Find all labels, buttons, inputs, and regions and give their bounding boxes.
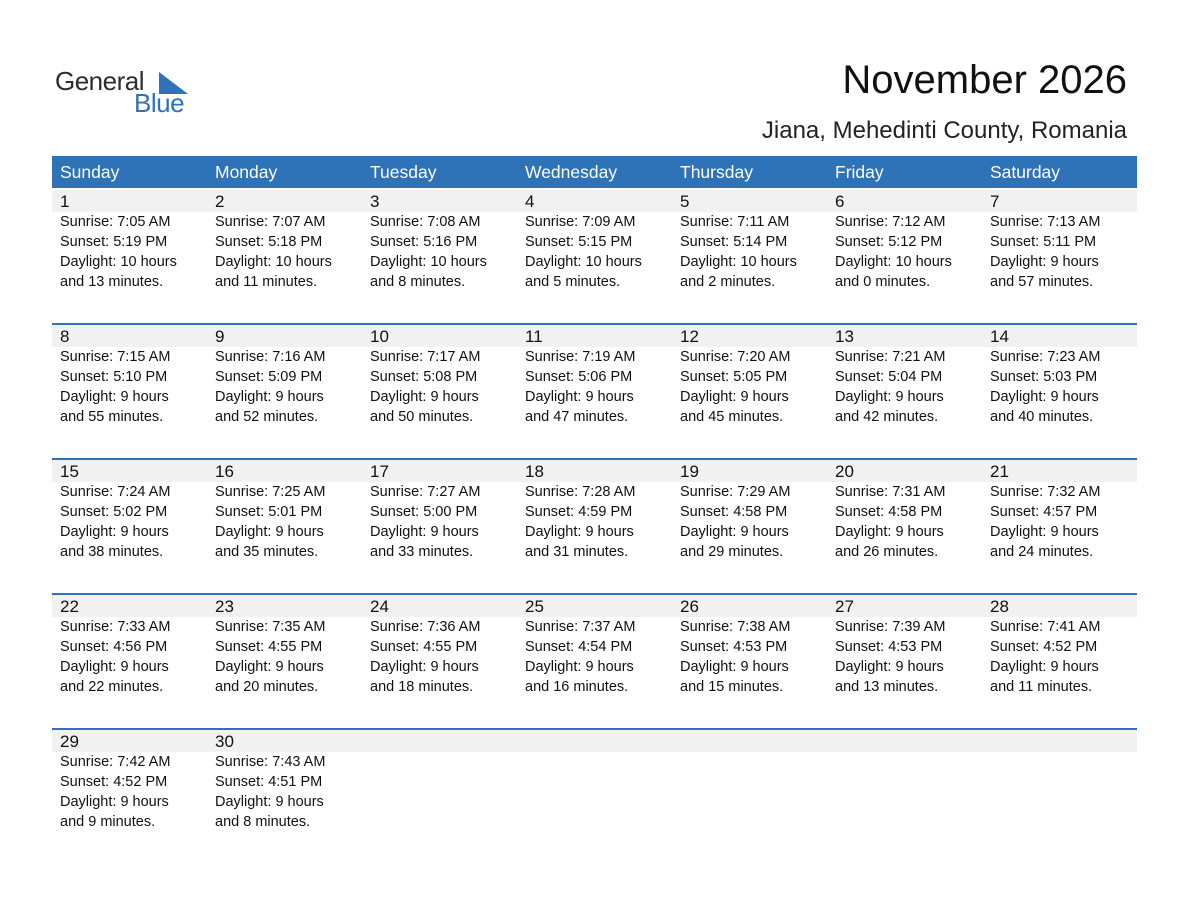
daylight-minutes-text: and 16 minutes. <box>525 679 629 695</box>
daylight-text: Daylight: 9 hours <box>990 254 1099 270</box>
daylight-text: Daylight: 9 hours <box>60 659 169 675</box>
daylight-minutes-text: and 24 minutes. <box>990 544 1094 560</box>
sunset-text: Sunset: 5:03 PM <box>990 369 1098 385</box>
day-number: 22 <box>60 597 79 616</box>
sunrise-text: Sunrise: 7:41 AM <box>990 619 1101 635</box>
weekday-wednesday: Wednesday <box>525 162 618 182</box>
daylight-minutes-text: and 13 minutes. <box>60 274 164 290</box>
daylight-text: Daylight: 9 hours <box>370 524 479 540</box>
week-cells <box>52 728 1137 832</box>
sunrise-text: Sunrise: 7:35 AM <box>215 619 326 635</box>
day-cell <box>362 188 517 292</box>
daylight-text: Daylight: 9 hours <box>370 659 479 675</box>
weekday-thursday: Thursday <box>680 162 753 182</box>
calendar-weeks <box>52 188 1137 863</box>
day-cell <box>517 188 672 292</box>
day-number: 9 <box>215 327 225 346</box>
daylight-minutes-text: and 15 minutes. <box>680 679 784 695</box>
day-cell <box>982 728 1137 832</box>
daylight-minutes-text: and 20 minutes. <box>215 679 319 695</box>
daylight-minutes-text: and 40 minutes. <box>990 409 1094 425</box>
weekday-friday: Friday <box>835 162 884 182</box>
daylight-text: Daylight: 9 hours <box>60 389 169 405</box>
daylight-text: Daylight: 10 hours <box>370 254 487 270</box>
sunset-text: Sunset: 5:09 PM <box>215 369 323 385</box>
daylight-text: Daylight: 9 hours <box>990 389 1099 405</box>
day-cell <box>827 458 982 562</box>
sunrise-text: Sunrise: 7:27 AM <box>370 484 481 500</box>
day-number: 15 <box>60 462 79 481</box>
sunset-text: Sunset: 4:56 PM <box>60 639 168 655</box>
sunrise-text: Sunrise: 7:05 AM <box>60 214 171 230</box>
calendar-week <box>52 728 1137 863</box>
day-cell <box>672 458 827 562</box>
daylight-minutes-text: and 31 minutes. <box>525 544 629 560</box>
daylight-text: Daylight: 9 hours <box>60 524 169 540</box>
daylight-text: Daylight: 9 hours <box>680 659 789 675</box>
page-title: November 2026 <box>842 58 1127 102</box>
weekday-monday: Monday <box>215 162 278 182</box>
day-number: 24 <box>370 597 389 616</box>
sunset-text: Sunset: 5:05 PM <box>680 369 788 385</box>
day-cell <box>207 188 362 292</box>
daylight-minutes-text: and 0 minutes. <box>835 274 931 290</box>
daylight-text: Daylight: 9 hours <box>525 659 634 675</box>
daylight-minutes-text: and 33 minutes. <box>370 544 474 560</box>
sunset-text: Sunset: 5:08 PM <box>370 369 478 385</box>
day-number: 28 <box>990 597 1009 616</box>
day-number: 21 <box>990 462 1009 481</box>
daylight-text: Daylight: 9 hours <box>215 659 324 675</box>
daylight-text: Daylight: 9 hours <box>525 524 634 540</box>
day-number: 4 <box>525 192 535 211</box>
sunset-text: Sunset: 5:12 PM <box>835 234 943 250</box>
daylight-text: Daylight: 10 hours <box>215 254 332 270</box>
day-number: 16 <box>215 462 234 481</box>
daylight-minutes-text: and 35 minutes. <box>215 544 319 560</box>
day-cell <box>517 323 672 427</box>
sunrise-text: Sunrise: 7:24 AM <box>60 484 171 500</box>
weekday-sunday: Sunday <box>60 162 120 182</box>
day-number: 13 <box>835 327 854 346</box>
day-number: 27 <box>835 597 854 616</box>
week-cells <box>52 323 1137 427</box>
day-cell <box>52 188 207 292</box>
day-number: 8 <box>60 327 70 346</box>
daylight-minutes-text: and 8 minutes. <box>215 814 311 830</box>
sunset-text: Sunset: 4:53 PM <box>680 639 788 655</box>
daylight-minutes-text: and 18 minutes. <box>370 679 474 695</box>
day-cell <box>52 323 207 427</box>
daylight-text: Daylight: 10 hours <box>680 254 797 270</box>
day-number: 10 <box>370 327 389 346</box>
daylight-minutes-text: and 45 minutes. <box>680 409 784 425</box>
daylight-text: Daylight: 9 hours <box>990 659 1099 675</box>
sunrise-text: Sunrise: 7:36 AM <box>370 619 481 635</box>
calendar <box>52 156 1137 863</box>
daylight-minutes-text: and 50 minutes. <box>370 409 474 425</box>
day-cell <box>827 323 982 427</box>
daylight-minutes-text: and 42 minutes. <box>835 409 939 425</box>
day-number: 1 <box>60 192 70 211</box>
sunrise-text: Sunrise: 7:16 AM <box>215 349 326 365</box>
sunrise-text: Sunrise: 7:29 AM <box>680 484 791 500</box>
day-number: 29 <box>60 732 79 751</box>
sunrise-text: Sunrise: 7:21 AM <box>835 349 946 365</box>
weekday-saturday: Saturday <box>990 162 1061 182</box>
sunset-text: Sunset: 5:18 PM <box>215 234 323 250</box>
weekday-tuesday: Tuesday <box>370 162 437 182</box>
day-number: 5 <box>680 192 690 211</box>
sunset-text: Sunset: 5:15 PM <box>525 234 633 250</box>
sunrise-text: Sunrise: 7:32 AM <box>990 484 1101 500</box>
sunrise-text: Sunrise: 7:11 AM <box>680 214 790 230</box>
day-cell <box>827 593 982 697</box>
daylight-text: Daylight: 9 hours <box>370 389 479 405</box>
daylight-minutes-text: and 13 minutes. <box>835 679 939 695</box>
day-number: 20 <box>835 462 854 481</box>
day-cell <box>207 458 362 562</box>
day-number: 25 <box>525 597 544 616</box>
calendar-week <box>52 458 1137 593</box>
day-cell <box>207 728 362 832</box>
sunset-text: Sunset: 4:52 PM <box>60 774 168 790</box>
brand-logo <box>55 66 195 116</box>
day-number: 26 <box>680 597 699 616</box>
location-subtitle: Jiana, Mehedinti County, Romania <box>761 117 1127 144</box>
sunset-text: Sunset: 4:55 PM <box>370 639 478 655</box>
day-cell <box>207 593 362 697</box>
sunrise-text: Sunrise: 7:17 AM <box>370 349 481 365</box>
sunset-text: Sunset: 5:01 PM <box>215 504 323 520</box>
daylight-minutes-text: and 9 minutes. <box>60 814 156 830</box>
day-number: 6 <box>835 192 845 211</box>
sunset-text: Sunset: 4:52 PM <box>990 639 1098 655</box>
day-number: 17 <box>370 462 389 481</box>
sunset-text: Sunset: 5:06 PM <box>525 369 633 385</box>
day-cell <box>362 728 517 832</box>
daylight-minutes-text: and 47 minutes. <box>525 409 629 425</box>
day-cell <box>672 188 827 292</box>
logo-text-general: General <box>55 66 144 96</box>
day-number: 11 <box>525 327 543 346</box>
day-cell <box>982 593 1137 697</box>
sunrise-text: Sunrise: 7:38 AM <box>680 619 791 635</box>
daylight-text: Daylight: 9 hours <box>835 659 944 675</box>
sunrise-text: Sunrise: 7:42 AM <box>60 754 171 770</box>
day-number: 30 <box>215 732 234 751</box>
daylight-text: Daylight: 9 hours <box>680 389 789 405</box>
daylight-text: Daylight: 9 hours <box>835 389 944 405</box>
daylight-minutes-text: and 52 minutes. <box>215 409 319 425</box>
week-cells <box>52 458 1137 562</box>
daylight-text: Daylight: 9 hours <box>215 794 324 810</box>
day-cell <box>52 593 207 697</box>
daylight-text: Daylight: 9 hours <box>835 524 944 540</box>
daylight-text: Daylight: 9 hours <box>60 794 169 810</box>
daylight-minutes-text: and 29 minutes. <box>680 544 784 560</box>
daylight-text: Daylight: 9 hours <box>680 524 789 540</box>
calendar-week <box>52 188 1137 323</box>
day-cell <box>827 728 982 832</box>
sunset-text: Sunset: 4:54 PM <box>525 639 633 655</box>
sunset-text: Sunset: 5:00 PM <box>370 504 478 520</box>
day-number: 3 <box>370 192 380 211</box>
sunset-text: Sunset: 5:19 PM <box>60 234 168 250</box>
sunset-text: Sunset: 4:58 PM <box>835 504 943 520</box>
week-cells <box>52 188 1137 292</box>
daylight-minutes-text: and 22 minutes. <box>60 679 164 695</box>
daylight-minutes-text: and 11 minutes. <box>215 274 318 290</box>
sunrise-text: Sunrise: 7:15 AM <box>60 349 171 365</box>
day-cell <box>207 323 362 427</box>
sunset-text: Sunset: 5:14 PM <box>680 234 788 250</box>
day-number: 18 <box>525 462 544 481</box>
weekday-header <box>52 156 1137 188</box>
calendar-week <box>52 323 1137 458</box>
day-cell <box>517 728 672 832</box>
day-number: 23 <box>215 597 234 616</box>
daylight-minutes-text: and 26 minutes. <box>835 544 939 560</box>
day-number: 7 <box>990 192 1000 211</box>
daylight-text: Daylight: 10 hours <box>60 254 177 270</box>
sunrise-text: Sunrise: 7:09 AM <box>525 214 636 230</box>
daylight-text: Daylight: 9 hours <box>525 389 634 405</box>
week-cells <box>52 593 1137 697</box>
day-cell <box>362 458 517 562</box>
day-cell <box>362 593 517 697</box>
day-cell <box>517 458 672 562</box>
sunrise-text: Sunrise: 7:23 AM <box>990 349 1101 365</box>
day-cell <box>672 728 827 832</box>
sunset-text: Sunset: 4:57 PM <box>990 504 1098 520</box>
daylight-text: Daylight: 9 hours <box>990 524 1099 540</box>
daylight-minutes-text: and 11 minutes. <box>990 679 1093 695</box>
daylight-text: Daylight: 10 hours <box>835 254 952 270</box>
sunrise-text: Sunrise: 7:37 AM <box>525 619 636 635</box>
sunset-text: Sunset: 4:55 PM <box>215 639 323 655</box>
calendar-week <box>52 593 1137 728</box>
sunrise-text: Sunrise: 7:20 AM <box>680 349 791 365</box>
daylight-text: Daylight: 9 hours <box>215 389 324 405</box>
sunset-text: Sunset: 4:58 PM <box>680 504 788 520</box>
daylight-text: Daylight: 9 hours <box>215 524 324 540</box>
day-number: 14 <box>990 327 1009 346</box>
sunrise-text: Sunrise: 7:43 AM <box>215 754 326 770</box>
sunrise-text: Sunrise: 7:13 AM <box>990 214 1101 230</box>
sunrise-text: Sunrise: 7:07 AM <box>215 214 326 230</box>
day-cell <box>982 458 1137 562</box>
sunset-text: Sunset: 5:16 PM <box>370 234 478 250</box>
daylight-minutes-text: and 57 minutes. <box>990 274 1094 290</box>
day-cell <box>517 593 672 697</box>
sunset-text: Sunset: 4:51 PM <box>215 774 323 790</box>
daylight-minutes-text: and 2 minutes. <box>680 274 776 290</box>
sunrise-text: Sunrise: 7:25 AM <box>215 484 326 500</box>
sunrise-text: Sunrise: 7:08 AM <box>370 214 481 230</box>
day-cell <box>362 323 517 427</box>
day-cell <box>827 188 982 292</box>
sunrise-text: Sunrise: 7:31 AM <box>835 484 946 500</box>
day-number: 12 <box>680 327 699 346</box>
sunrise-text: Sunrise: 7:33 AM <box>60 619 171 635</box>
sunset-text: Sunset: 4:53 PM <box>835 639 943 655</box>
day-cell <box>672 593 827 697</box>
day-number: 2 <box>215 192 225 211</box>
sunrise-text: Sunrise: 7:28 AM <box>525 484 636 500</box>
daylight-minutes-text: and 5 minutes. <box>525 274 621 290</box>
sunrise-text: Sunrise: 7:19 AM <box>525 349 636 365</box>
day-cell <box>52 458 207 562</box>
day-cell <box>982 323 1137 427</box>
daylight-minutes-text: and 38 minutes. <box>60 544 164 560</box>
sunset-text: Sunset: 5:10 PM <box>60 369 168 385</box>
daylight-minutes-text: and 8 minutes. <box>370 274 466 290</box>
daylight-minutes-text: and 55 minutes. <box>60 409 164 425</box>
day-number: 19 <box>680 462 699 481</box>
day-cell <box>52 728 207 832</box>
sunrise-text: Sunrise: 7:39 AM <box>835 619 946 635</box>
sunset-text: Sunset: 5:04 PM <box>835 369 943 385</box>
sunset-text: Sunset: 5:11 PM <box>990 234 1097 250</box>
logo-text-blue: Blue <box>134 88 185 118</box>
day-cell <box>982 188 1137 292</box>
daylight-text: Daylight: 10 hours <box>525 254 642 270</box>
day-cell <box>672 323 827 427</box>
sunset-text: Sunset: 4:59 PM <box>525 504 633 520</box>
sunset-text: Sunset: 5:02 PM <box>60 504 168 520</box>
sunrise-text: Sunrise: 7:12 AM <box>835 214 946 230</box>
